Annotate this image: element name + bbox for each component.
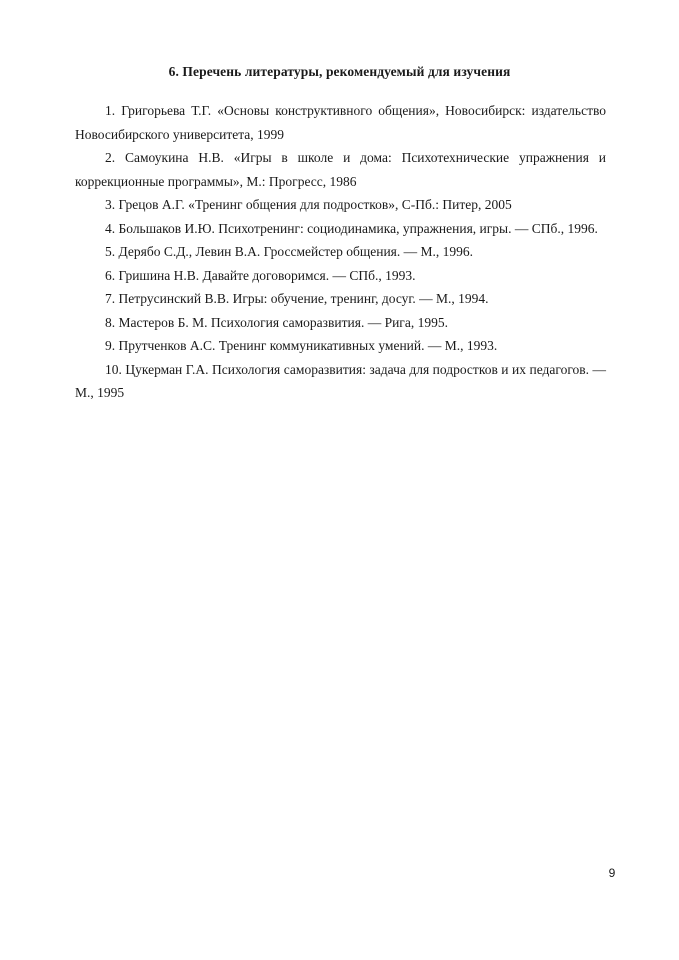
reference-list [75,99,606,405]
section-title: 6. Перечень литературы, рекомендуемый для изучения [168,64,511,79]
reference-item: 6. Гришина Н.В. Давайте договоримся. — СПб., 1993. [105,267,416,283]
reference-item: 10. Цукерман Г.А. Психология саморазвития: задача для подростков и их педагогов. — М., 1995 [75,361,606,400]
reference-item: 9. Прутченков А.С. Тренинг коммуникативных умений. — М., 1993. [105,338,498,353]
reference-item: 3. Грецов А.Г. «Тренинг общения для подростков», С-Пб.: Питер, 2005 [105,197,512,212]
page-number: 9 [608,866,616,880]
reference-item: 1. Григорьева Т.Г. «Основы конструктивного общения», Новосибирск: издательство Новосибирского университета, 1999 [75,103,606,142]
reference-item: 8. Мастеров Б. М. Психология саморазвития. — Рига, 1995. [105,314,448,330]
reference-item: 4. Большаков И.Ю. Психотренинг: социодинамика, упражнения, игры. — СПб., 1996. [105,220,598,236]
reference-item: 5. Дерябо С.Д., Левин В.А. Гроссмейстер общения. — М., 1996. [105,244,474,259]
reference-item: 7. Петрусинский В.В. Игры: обучение, тренинг, досуг. — М., 1994. [105,291,489,306]
reference-item: 2. Самоукина Н.В. «Игры в школе и дома: Психотехнические упражнения и коррекционные программы», М.: Прогресс, 1986 [75,150,606,189]
